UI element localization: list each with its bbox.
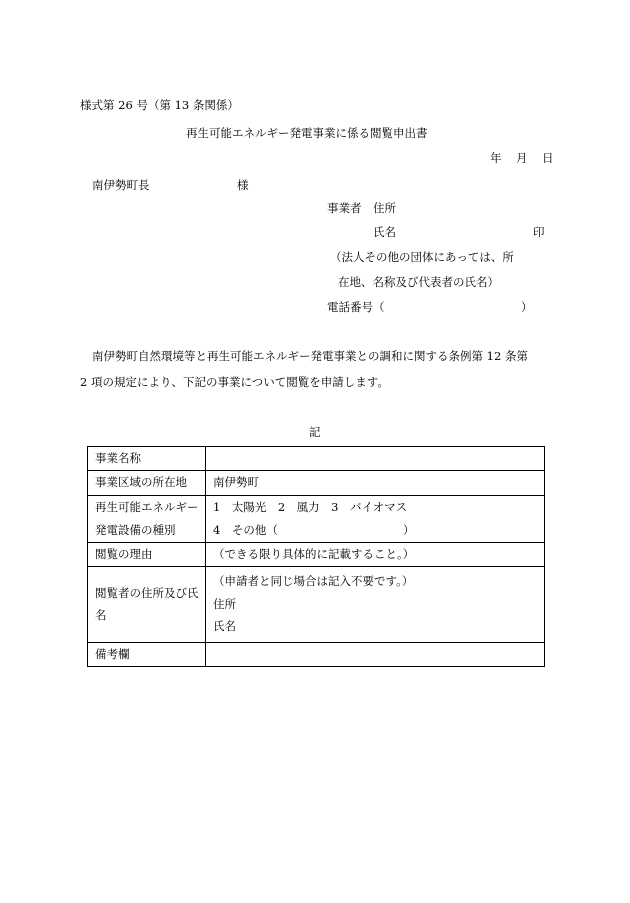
equipment-options-line2-wrap <box>213 522 544 537</box>
table-row <box>88 496 545 543</box>
table-row <box>88 471 545 496</box>
date-day: 日 <box>542 151 554 165</box>
viewer-address-label: 住所 <box>213 596 236 611</box>
body-line2: 2 項の規定により、下記の事業について閲覧を申請します。 <box>80 375 389 389</box>
seal-mark: 印 <box>533 225 545 239</box>
row-label-project-name: 事業名称 <box>88 447 206 471</box>
addressee-honorific: 様 <box>237 178 249 192</box>
form-number: 様式第 26 号（第 13 条関係） <box>80 98 239 112</box>
table-row <box>88 543 545 567</box>
equipment-options-line1: 1 太陽光 2 風力 3 バイオマス <box>213 500 408 514</box>
ki-heading: 記 <box>309 425 321 439</box>
row-label-remarks: 備考欄 <box>88 643 206 667</box>
row-label-location: 事業区域の所在地 <box>88 471 206 496</box>
operator-label: 事業者 <box>327 201 362 215</box>
equipment-label-line1: 再生可能エネルギー <box>95 500 199 514</box>
phone-label: 電話番号（ <box>327 300 385 314</box>
applicant-note-line2: 在地、名称及び代表者の氏名） <box>338 275 499 289</box>
address-label: 住所 <box>373 201 396 215</box>
applicant-note-line1: （法人その他の団体にあっては、所 <box>330 250 514 264</box>
date-month: 月 <box>516 151 528 165</box>
viewer-name-label: 氏名 <box>213 619 236 634</box>
table-row <box>88 567 545 643</box>
reason-field[interactable] <box>206 543 545 567</box>
equipment-label-line2: 発電設備の種別 <box>95 522 176 537</box>
phone-close: ） <box>521 300 533 314</box>
viewer-field[interactable] <box>206 567 545 643</box>
row-label-equipment-type <box>88 496 206 543</box>
equipment-other-close: ） <box>403 522 415 537</box>
equipment-options-line2: 4 その他（ <box>213 522 278 537</box>
reason-hint: （できる限り具体的に記載すること。） <box>213 546 415 561</box>
remarks-field[interactable] <box>206 643 545 667</box>
application-table <box>87 446 545 667</box>
viewer-label-line1: 閲覧者の住所及び氏 <box>95 585 199 600</box>
location-value: 南伊勢町 <box>206 471 545 496</box>
row-label-viewer <box>88 567 206 643</box>
name-label: 氏名 <box>373 225 396 239</box>
date-year: 年 <box>490 151 502 165</box>
viewer-hint: （申請者と同じ場合は記入不要です。） <box>213 574 414 589</box>
table-row <box>88 643 545 667</box>
project-name-field[interactable] <box>206 447 545 471</box>
viewer-label-line2: 名 <box>95 608 107 622</box>
body-line1: 南伊勢町自然環境等と再生可能エネルギー発電事業との調和に関する条例第 12 条第 <box>92 349 528 363</box>
equipment-type-field[interactable] <box>206 496 545 543</box>
addressee-name: 南伊勢町長 <box>92 178 150 192</box>
page-title: 再生可能エネルギー発電事業に係る閲覧申出書 <box>186 126 428 140</box>
table-row <box>88 447 545 471</box>
row-label-reason: 閲覧の理由 <box>88 543 206 567</box>
